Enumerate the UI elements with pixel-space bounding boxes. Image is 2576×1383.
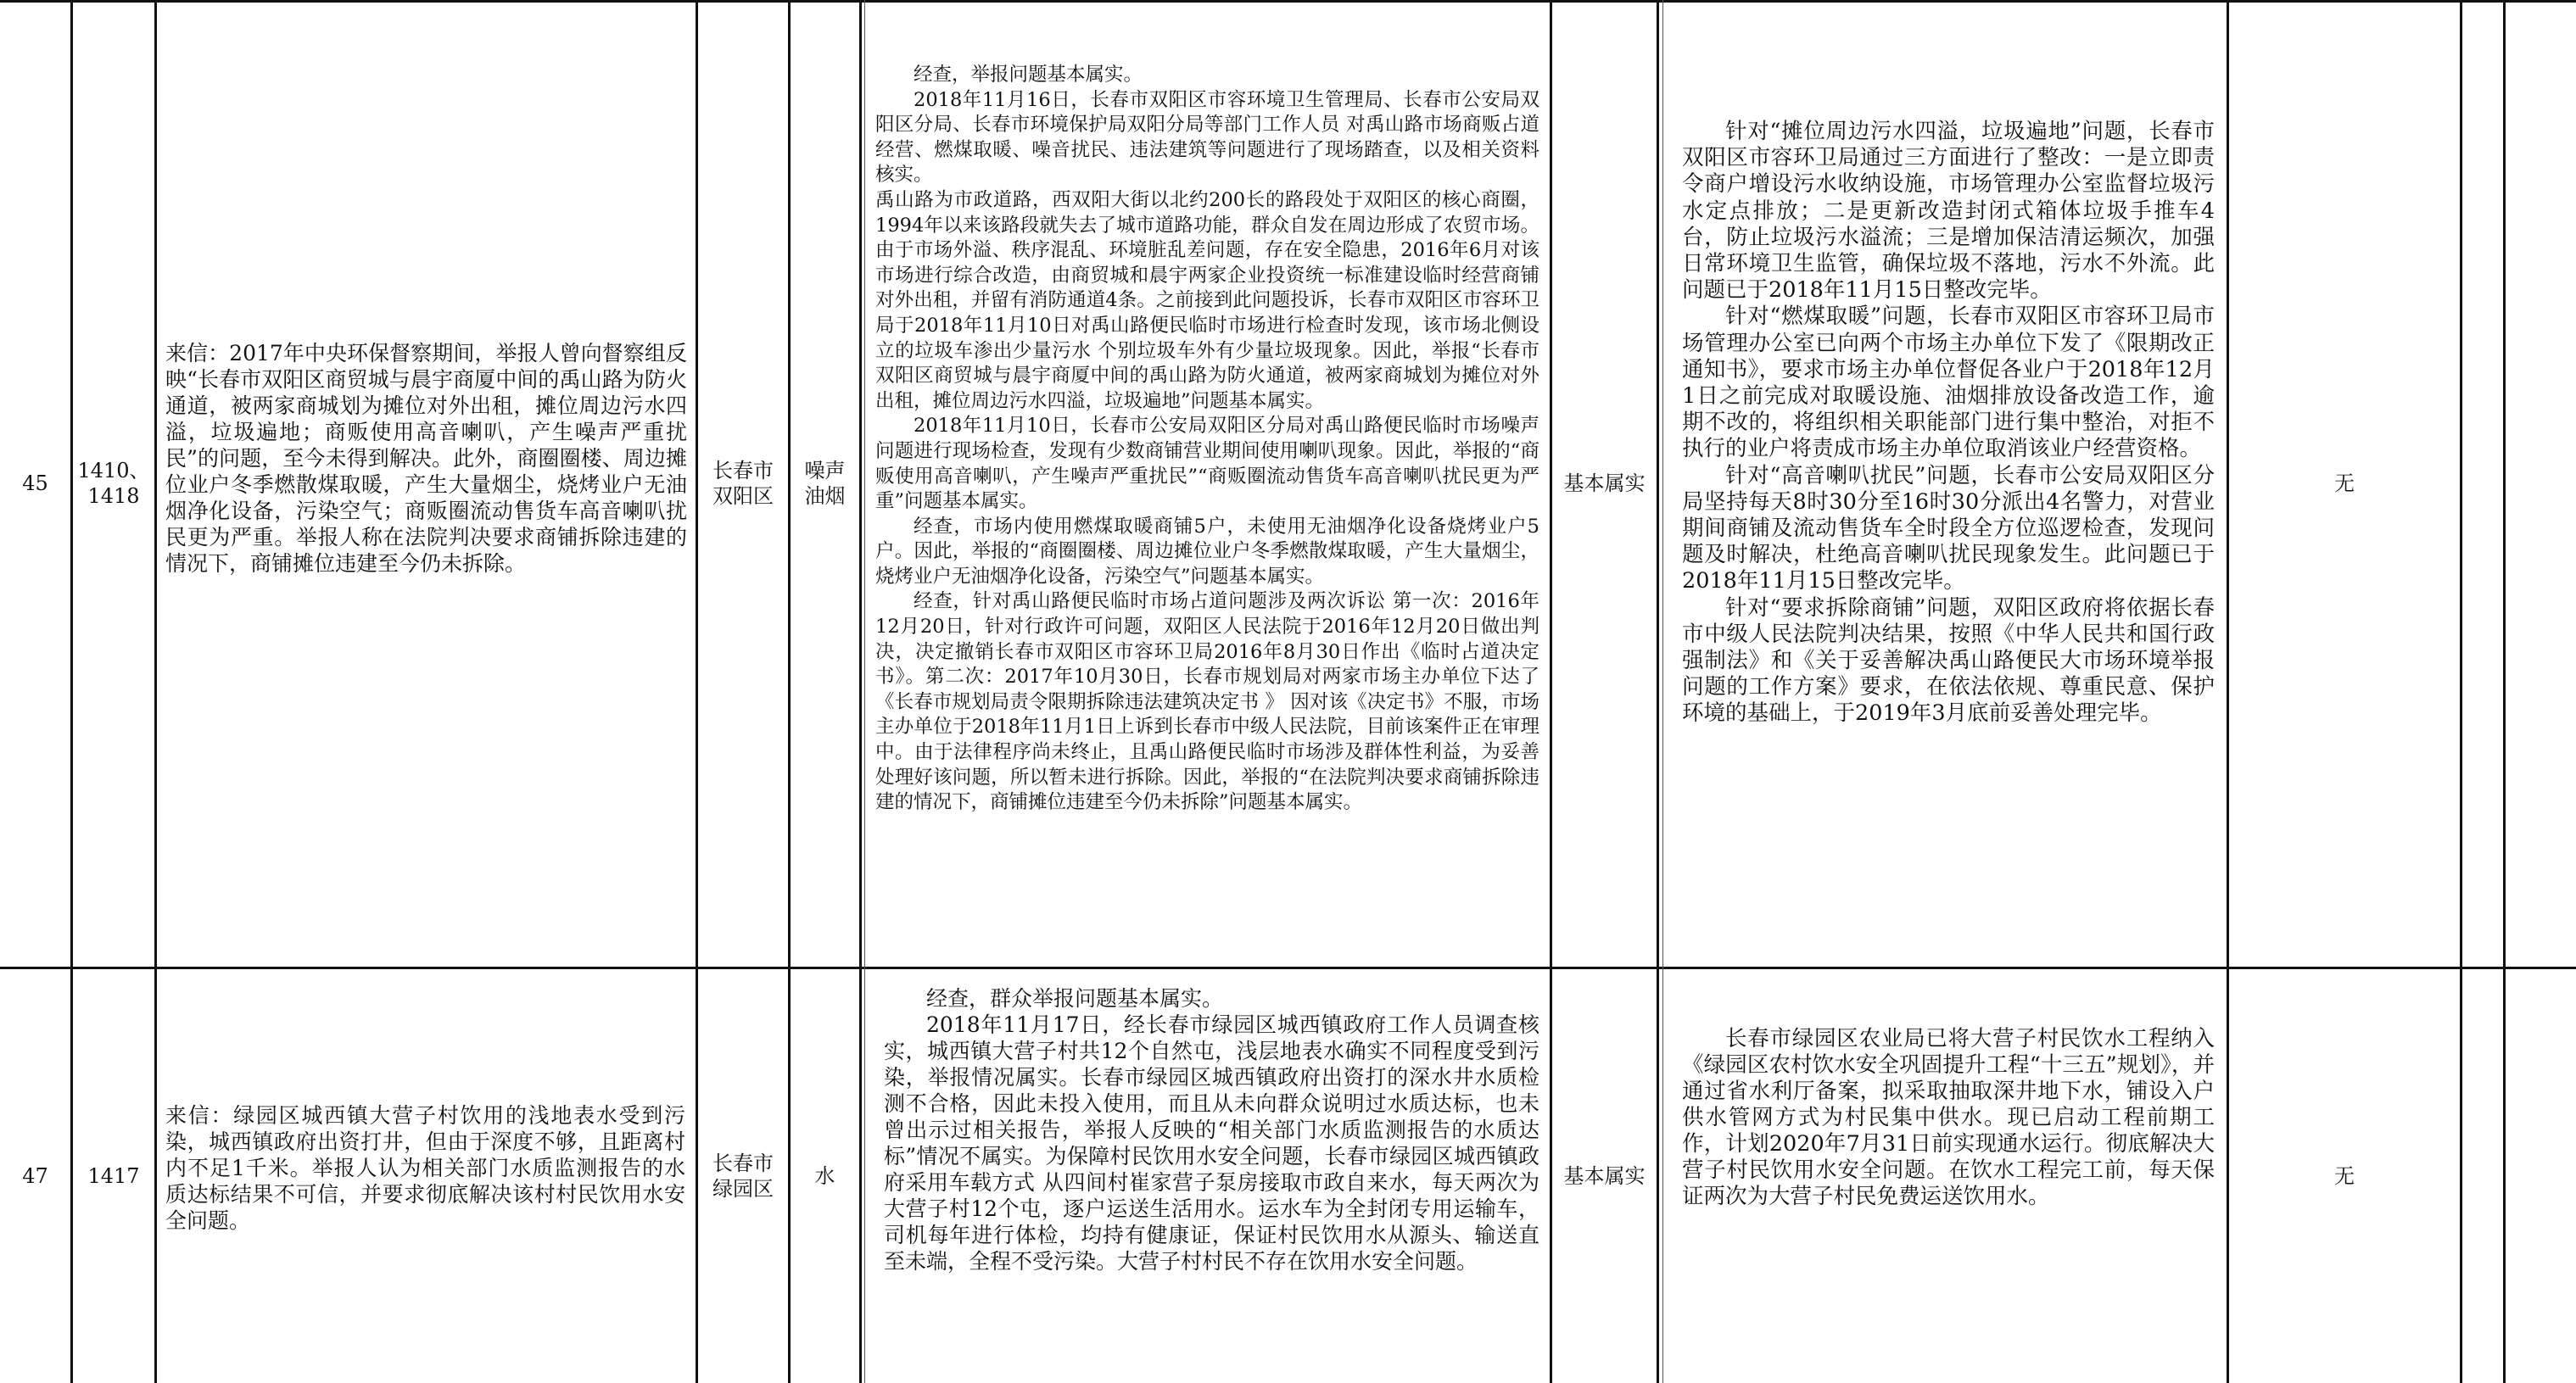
investigation-paragraph: 经查，市场内使用燃煤取暖商铺5户，未使用无油烟净化设备烧烤业户5户。因此，举报的“商圈圈楼、周边摊位业户冬季燃散煤取暖，产生大量烟尘，烧烤业户无油烟净化设备，污染空气”问题基本属实。 [875,515,1539,588]
pollution-type-cell [791,969,859,1383]
investigation-paragraph: 2018年11月16日，长春市双阳区市容环境卫生管理局、长春市公安局双阳区分局、长春市环境保护局双阳分局等部门工作人员 对禹山路市场商贩占道经营、燃煤取暖、噪音扰民、违法建筑等问题进行了现场踏查，以及相关资料核实。 [875,88,1539,187]
row-index: 47 [22,1163,48,1188]
verdict: 基本属实 [1563,471,1646,495]
pollution-type: 噪声油烟 [804,458,846,508]
investigation-paragraph: 经查，针对禹山路便民临时市场占道问题涉及两次诉讼 第一次：2016年12月20日，针对行政许可问题，双阳区人民法院于2016年12月20日做出判决，决定撤销长春市双阳区市容环卫局2016年8月30日作出《临时占道决定书》。第二次：2017年10月30日，长春市规划局对两家市场主办单位下达了《长春市规划局责令限期拆除违法建筑决定书 》 因对该《决定书》不服，市场主办单位于2018年11月1日上诉到长春市中级人民法院，目前该案件正在审理中。由于法律程序尚未终止，且禹山路便民临时市场涉及群体性利益，为妥善处理好该问题，所以暂未进行拆除。因此，举报的“在法院判决要求商铺拆除违建的情况下，商铺摊位违建至今仍未拆除”问题基本属实。 [875,590,1539,814]
remark-cell [2506,0,2576,967]
rectification-cell [1665,1026,2227,1331]
pollution-type-cell [791,0,859,967]
investigation-paragraph: 经查，举报问题基本属实。 [914,64,1143,86]
rectification-paragraph: 针对“要求拆除商铺”问题，双阳区政府将依据长春市中级人民法院判决结果，按照《中华人民共和国行政强制法》和《关于妥善解决禹山路便民大市场环境举报问题的工作方案》要求，在依法依规、尊重民意、保护环境的基础上，于2019年3月底前妥善处理完毕。 [1682,594,2215,727]
pollution-type: 水 [814,1163,835,1188]
remark-cell [2506,969,2576,1383]
verdict-cell [1552,969,1657,1383]
case-number-cell [73,969,154,1383]
column-divider [1657,0,1659,1383]
investigation-cell [867,985,1550,1358]
investigation-paragraph: 禹山路为市政道路，西双阳大街以北约200长的路段处于双阳区的核心商圈，1994年以来该路段就失去了城市道路功能，群众自发在周边形成了农贸市场。由于市场外溢、秩序混乱、环境脏乱差问题，存在安全隐患，2016年6月对该市场进行综合改造，由商贸城和晨宇两家企业投资统一标准建设临时经营商铺对外出租，并留有消防通道4条。之前接到此问题投诉，长春市双阳区市容环卫局于2018年11月10日对禹山路便民临时市场进行检查时发现，该市场北侧设立的垃圾车渗出少量污水 个别垃圾车外有少量垃圾现象。因此，举报“长春市双阳区商贸城与晨宇商厦中间的禹山路为防火通道，被两家商城划为摊位对外出租，摊位周边污水四溢，垃圾遍地”问题基本属实。 [875,188,1539,412]
rectification-paragraph: 针对“高音喇叭扰民”问题，长春市公安局双阳区分局坚持每天8时30分至16时30分派出4名警力，对营业期间商铺及流动售货车全时段全方位巡逻检查，发现问题及时解决，杜绝高音喇叭扰民现象发生。此问题已于2018年11月15日整改完毕。 [1682,462,2215,594]
complaint-cell [157,969,696,1383]
accountability: 无 [2334,1163,2355,1188]
district-cell [698,969,788,1383]
column-divider [859,0,862,1383]
rectification-cell [1665,119,2227,865]
complaint-text: 来信：2017年中央环保督察期间，举报人曾向督察组反映“长春市双阳区商贸城与晨宇商厦中间的禹山路为防火通道，被两家商城划为摊位对外出租，摊位周边污水四溢，垃圾遍地；商贩使用高音喇叭，产生噪声严重扰民”的问题，至今未得到解决。此外，商圈圈楼、周边摊位业户冬季燃散煤取暖，产生大量烟尘，烧烤业户无油烟净化设备，污染空气；商贩圈流动售货车高音喇叭扰民更为严重。举报人称在法院判决要求商铺拆除违建的情况下，商铺摊位违建至今仍未拆除。 [165,340,687,576]
investigation-paragraph: 经查，群众举报问题基本属实。 [926,986,1224,1011]
investigation-cell [867,63,1550,919]
accountability-cell [2229,0,2460,967]
row-index-cell [0,969,70,1383]
row-index: 45 [22,471,48,495]
rectification-paragraph: 针对“燃煤取暖”问题，长春市双阳区市容环卫局市场管理办公室已向两个市场主办单位下发了《限期改正通知书》，要求市场主办单位督促各业户于2018年12月1日之前完成对取暖设施、油烟排放设备改造工作，逾期不改的，将组织相关职能部门进行集中整治，对拒不执行的业户将责成市场主办单位取消该业户经营资格。 [1682,304,2215,462]
column-divider [1662,0,1663,1383]
district-cell [698,0,788,967]
case-number: 1410、1418 [77,458,150,508]
column-divider [864,0,865,1383]
verdict: 基本属实 [1563,1163,1646,1188]
accountability: 无 [2334,471,2355,495]
case-number: 1417 [87,1163,140,1188]
accountability-cell [2229,969,2460,1383]
row-index-cell [0,0,70,967]
rectification-paragraph: 针对“摊位周边污水四溢，垃圾遍地”问题，长春市双阳区市容环卫局通过三方面进行了整改：一是立即责令商户增设污水收纳设施，市场管理办公室监督垃圾污水定点排放；二是更新改造封闭式箱体垃圾手推车4台，防止垃圾污水溢流；三是增加保洁清运频次，加强日常环境卫生监管，确保垃圾不落地，污水不外流。此问题已于2018年11月15日整改完毕。 [1682,119,2215,304]
investigation-paragraph: 2018年11月10日，长春市公安局双阳区分局对禹山路便民临时市场噪声问题进行现场检查，发现有少数商铺营业期间使用喇叭现象。因此，举报的“商贩使用高音喇叭，产生噪声严重扰民”“商贩圈流动售货车高音喇叭扰民更为严重”问题基本属实。 [875,415,1539,513]
district: 长春市双阳区 [712,458,774,508]
district: 长春市绿园区 [712,1151,774,1201]
investigation-paragraph: 2018年11月17日，经长春市绿园区城西镇政府工作人员调查核实，城西镇大营子村共12个自然屯，浅层地表水确实不同程度受到污染，举报情况属实。长春市绿园区城西镇政府出资打的深水井水质检测不合格，因此未投入使用，而且从未向群众说明过水质达标，也未曾出示过相关报告，举报人反映的“相关部门水质监测报告的水质达标”情况不属实。为保障村民饮用水安全问题，长春市绿园区城西镇政府采用车载方式 从四间村崔家营子泵房接取市政自来水，每天两次为大营子村12个屯，逐户运送生活用水。运水车为全封闭专用运输车，司机每年进行体检，均持有健康证，保证村民饮用水从源头、输送直至未端，全程不受污染。大营子村村民不存在饮用水安全问题。 [884,1012,1539,1274]
column-divider [2460,0,2462,1383]
complaint-text: 来信：绿园区城西镇大营子村饮用的浅地表水受到污染，城西镇政府出资打井，但由于深度不够，且距离村内不足1千米。举报人认为相关部门水质监测报告的水质达标结果不可信，并要求彻底解决该村村民饮用水安全问题。 [165,1102,685,1233]
rectification-paragraph: 长春市绿园区农业局已将大营子村民饮水工程纳入《绿园区农村饮水安全巩固提升工程“十三五”规划》，并通过省水利厅备案，拟采取抽取深井地下水，铺设入户供水管网方式为村民集中供水。现已启动工程前期工作，计划2020年7月31日前实现通水运行。彻底解决大营子村民饮用水安全问题。在饮水工程完工前，每天保证两次为大营子村民免费运送饮用水。 [1682,1026,2215,1209]
case-number-cell [73,0,154,967]
verdict-cell [1552,0,1657,967]
complaint-cell [157,0,696,967]
